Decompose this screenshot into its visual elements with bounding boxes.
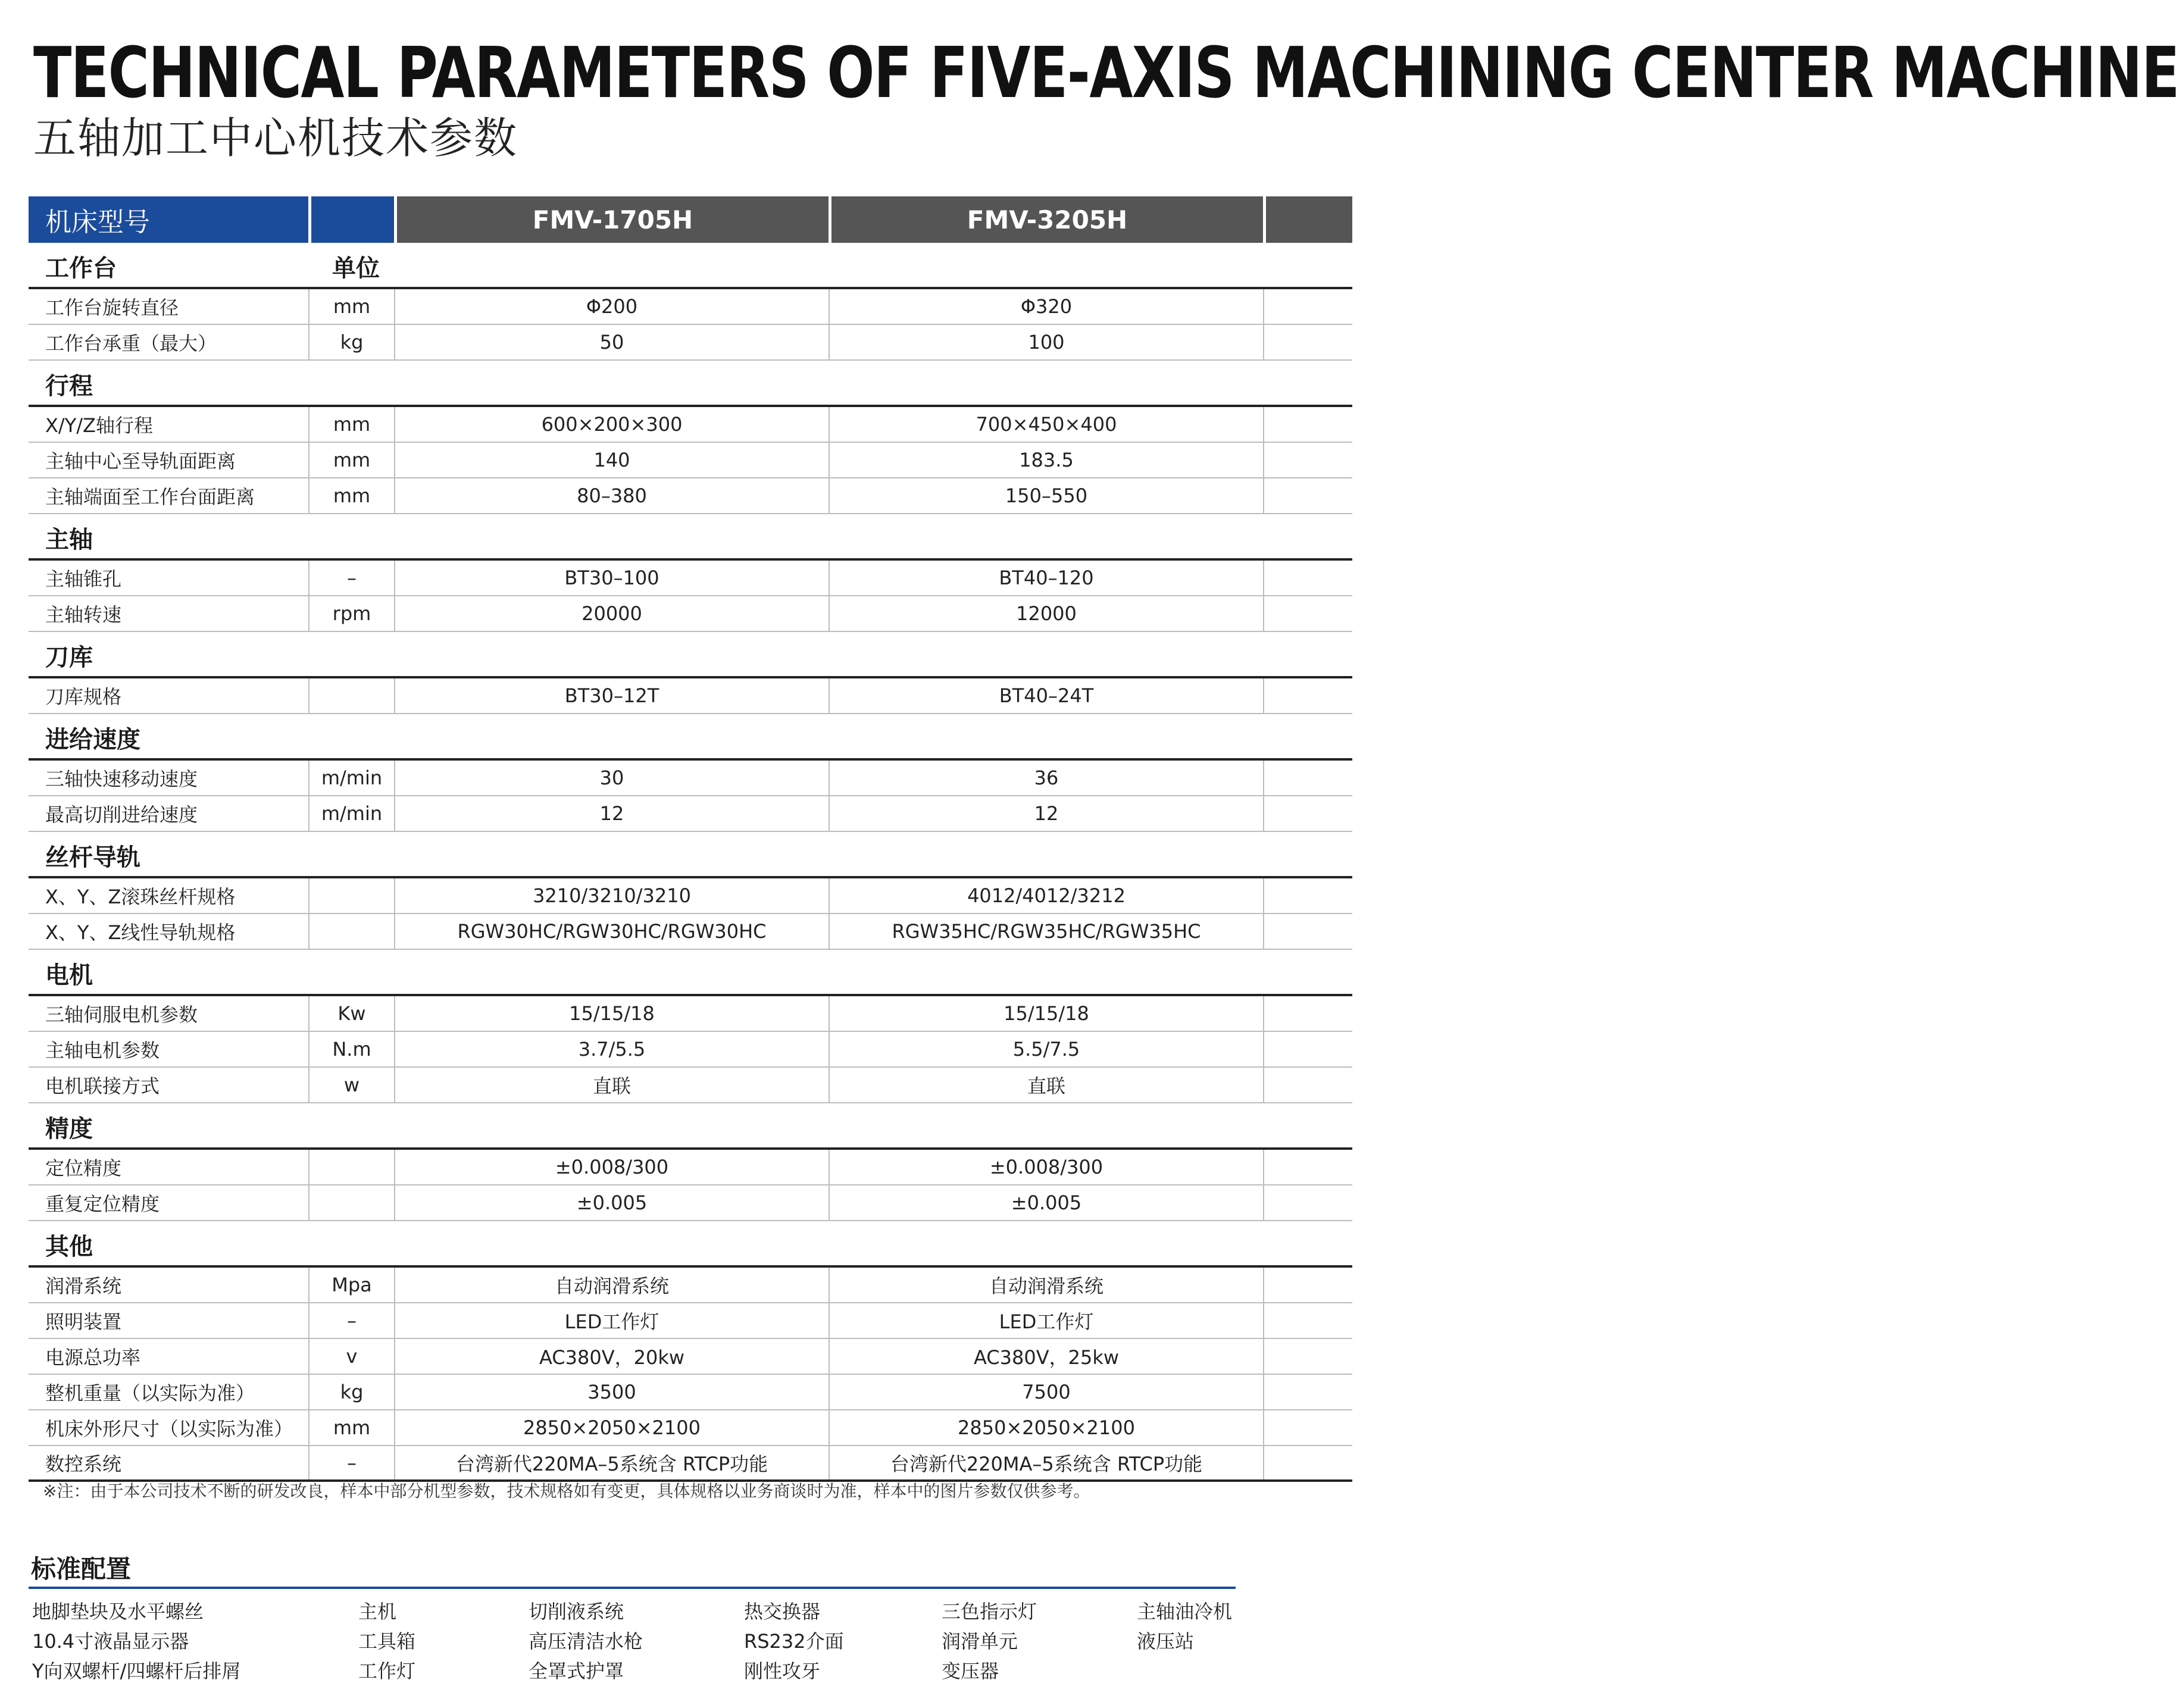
table-row (29, 1339, 1352, 1375)
param-name: X、Y、Z线性导轨规格 (45, 921, 236, 944)
param-extra (1263, 1410, 1352, 1445)
standard-config-item: 工作灯 (358, 1660, 416, 1682)
table-row (29, 325, 1352, 361)
param-value-model-2: 150–550 (829, 478, 1263, 513)
table-row (29, 596, 1352, 632)
table-body (29, 243, 1352, 1482)
param-value-model-2: BT40–120 (829, 561, 1263, 595)
section-name: 电机 (45, 962, 93, 989)
param-value-model-2: 700×450×400 (829, 407, 1263, 442)
param-name: 润滑系统 (45, 1275, 122, 1297)
param-unit: w (308, 1068, 394, 1102)
param-value-model-2: RGW35HC/RGW35HC/RGW35HC (829, 914, 1263, 949)
param-name: 重复定位精度 (45, 1193, 160, 1215)
param-unit: kg (308, 1375, 394, 1409)
header-model-1: FMV-1705H (394, 196, 829, 243)
param-extra (1263, 407, 1352, 442)
section-unit-label: 单位 (332, 255, 380, 282)
param-name: 电机联接方式 (45, 1075, 160, 1097)
param-unit: m/min (308, 761, 394, 795)
param-name: 三轴快速移动速度 (45, 768, 198, 790)
table-row (29, 1032, 1352, 1068)
param-name: X、Y、Z滚珠丝杆规格 (45, 886, 236, 908)
param-value-model-2: 12000 (829, 596, 1263, 631)
param-unit: mm (308, 1410, 394, 1445)
param-value-model-2: AC380V，25kw (829, 1339, 1263, 1374)
param-name: 工作台承重（最大） (45, 332, 217, 355)
param-name: X/Y/Z轴行程 (45, 414, 153, 437)
param-value-model-1: 12 (394, 796, 829, 831)
param-unit: v (308, 1339, 394, 1374)
param-unit: Kw (308, 996, 394, 1031)
param-name: 三轴伺服电机参数 (45, 1003, 198, 1026)
header-extra (1263, 196, 1352, 243)
section-name: 精度 (45, 1115, 93, 1143)
standard-config-item: RS232介面 (744, 1630, 844, 1653)
footnote: ※注：由于本公司技术不断的研发改良，样本中部分机型参数，技术规格如有变更，具体规格以业务商谈时为准，样本中的图片参数仅供参考。 (43, 1481, 1090, 1501)
param-unit (308, 1150, 394, 1184)
param-value-model-1: 2850×2050×2100 (394, 1410, 829, 1445)
param-extra (1263, 1339, 1352, 1374)
section-header (29, 714, 1352, 761)
page-title-cn: 五轴加工中心机技术参数 (33, 113, 518, 163)
param-value-model-1: ±0.008/300 (394, 1150, 829, 1184)
param-unit (308, 678, 394, 713)
param-name: 主轴中心至导轨面距离 (45, 450, 236, 473)
page-title-en: TECHNICAL PARAMETERS OF FIVE-AXIS MACHINING CENTER MACHINE (33, 32, 2179, 114)
standard-config-item: 热交换器 (744, 1600, 821, 1623)
param-extra (1263, 596, 1352, 631)
param-value-model-2: LED工作灯 (829, 1303, 1263, 1338)
table-row (29, 1375, 1352, 1410)
table-row (29, 914, 1352, 950)
table-row (29, 289, 1352, 325)
param-value-model-1: 直联 (394, 1068, 829, 1102)
param-unit: mm (308, 289, 394, 324)
param-extra (1263, 996, 1352, 1031)
param-value-model-1: 15/15/18 (394, 996, 829, 1031)
param-extra (1263, 1032, 1352, 1066)
param-name: 主轴电机参数 (45, 1039, 160, 1062)
param-value-model-1: RGW30HC/RGW30HC/RGW30HC (394, 914, 829, 949)
param-unit: Mpa (308, 1268, 394, 1302)
param-value-model-1: BT30–100 (394, 561, 829, 595)
standard-config-item: 主轴油冷机 (1137, 1600, 1233, 1623)
param-extra (1263, 478, 1352, 513)
standard-config-item: 主机 (358, 1600, 397, 1623)
param-value-model-1: BT30–12T (394, 678, 829, 713)
param-value-model-1: Φ200 (394, 289, 829, 324)
standard-config-item: 全罩式护罩 (529, 1660, 624, 1682)
param-unit: – (308, 561, 394, 595)
table-header (29, 196, 1352, 243)
param-extra (1263, 914, 1352, 949)
param-unit (308, 878, 394, 913)
table-row (29, 443, 1352, 478)
param-name: 工作台旋转直径 (45, 296, 179, 319)
param-extra (1263, 1068, 1352, 1102)
param-extra (1263, 1268, 1352, 1302)
header-model-label: 机床型号 (29, 196, 308, 243)
param-extra (1263, 1303, 1352, 1338)
table-row (29, 1068, 1352, 1103)
param-value-model-2: ±0.005 (829, 1185, 1263, 1220)
param-extra (1263, 1185, 1352, 1220)
table-row (29, 878, 1352, 914)
param-extra (1263, 1446, 1352, 1479)
param-value-model-1: 3500 (394, 1375, 829, 1409)
param-unit: mm (308, 407, 394, 442)
param-name: 刀库规格 (45, 686, 122, 708)
param-name: 主轴端面至工作台面距离 (45, 486, 255, 508)
param-unit: kg (308, 325, 394, 359)
param-unit (308, 914, 394, 949)
param-value-model-2: 2850×2050×2100 (829, 1410, 1263, 1445)
section-name: 进给速度 (45, 726, 140, 753)
param-extra (1263, 289, 1352, 324)
standard-config-item: 液压站 (1137, 1630, 1195, 1653)
param-value-model-1: 台湾新代220MA–5系统含 RTCP功能 (394, 1446, 829, 1479)
standard-config-item: 地脚垫块及水平螺丝 (32, 1600, 204, 1623)
param-value-model-1: 140 (394, 443, 829, 477)
param-value-model-1: LED工作灯 (394, 1303, 829, 1338)
standard-config-divider (29, 1587, 1236, 1589)
table-row (29, 1268, 1352, 1303)
param-value-model-2: 12 (829, 796, 1263, 831)
param-extra (1263, 678, 1352, 713)
section-header (29, 1221, 1352, 1268)
param-value-model-1: 20000 (394, 596, 829, 631)
param-name: 最高切削进给速度 (45, 803, 198, 826)
param-value-model-1: 自动润滑系统 (394, 1268, 829, 1302)
param-extra (1263, 761, 1352, 795)
param-value-model-2: Φ320 (829, 289, 1263, 324)
param-unit: mm (308, 443, 394, 477)
table-row (29, 1410, 1352, 1446)
param-value-model-1: 80–380 (394, 478, 829, 513)
table-row (29, 678, 1352, 714)
param-value-model-2: 5.5/7.5 (829, 1032, 1263, 1066)
param-name: 机床外形尺寸（以实际为准） (45, 1418, 293, 1440)
param-value-model-2: 15/15/18 (829, 996, 1263, 1031)
param-unit: rpm (308, 596, 394, 631)
param-value-model-1: 30 (394, 761, 829, 795)
param-name: 数控系统 (45, 1453, 122, 1475)
param-value-model-2: 台湾新代220MA–5系统含 RTCP功能 (829, 1446, 1263, 1479)
standard-config-item: 三色指示灯 (942, 1600, 1037, 1623)
param-extra (1263, 878, 1352, 913)
section-header (29, 950, 1352, 996)
table-row (29, 561, 1352, 596)
table-row (29, 761, 1352, 796)
param-extra (1263, 561, 1352, 595)
param-extra (1263, 1150, 1352, 1184)
param-value-model-2: 183.5 (829, 443, 1263, 477)
section-header (29, 361, 1352, 407)
param-unit: N.m (308, 1032, 394, 1066)
table-row (29, 1150, 1352, 1185)
param-value-model-1: ±0.005 (394, 1185, 829, 1220)
table-row (29, 407, 1352, 443)
param-value-model-1: AC380V，20kw (394, 1339, 829, 1374)
table-row (29, 796, 1352, 832)
param-value-model-2: 7500 (829, 1375, 1263, 1409)
table-row (29, 1446, 1352, 1482)
param-unit: – (308, 1446, 394, 1479)
section-header (29, 832, 1352, 878)
param-value-model-1: 600×200×300 (394, 407, 829, 442)
section-name: 行程 (45, 373, 93, 400)
param-value-model-2: 100 (829, 325, 1263, 359)
param-value-model-2: 直联 (829, 1068, 1263, 1102)
section-name: 刀库 (45, 644, 93, 671)
standard-config-title: 标准配置 (31, 1554, 132, 1584)
param-value-model-2: 4012/4012/3212 (829, 878, 1263, 913)
param-extra (1263, 325, 1352, 359)
param-extra (1263, 796, 1352, 831)
section-name: 工作台 (45, 255, 117, 282)
standard-config-item: 切削液系统 (529, 1600, 624, 1623)
param-value-model-2: BT40–24T (829, 678, 1263, 713)
param-unit: – (308, 1303, 394, 1338)
param-name: 照明装置 (45, 1310, 122, 1333)
standard-config-item: 刚性攻牙 (744, 1660, 821, 1682)
param-name: 电源总功率 (45, 1346, 141, 1369)
param-unit (308, 1185, 394, 1220)
section-name: 主轴 (45, 526, 93, 553)
standard-config-item: 变压器 (942, 1660, 999, 1682)
param-extra (1263, 443, 1352, 477)
section-header (29, 1103, 1352, 1150)
param-extra (1263, 1375, 1352, 1409)
standard-config-item: 10.4寸液晶显示器 (32, 1630, 189, 1653)
param-value-model-2: 自动润滑系统 (829, 1268, 1263, 1302)
section-name: 丝杆导轨 (45, 844, 140, 871)
standard-config-item: 工具箱 (358, 1630, 416, 1653)
spec-table (29, 196, 1352, 1482)
section-header (29, 632, 1352, 678)
param-value-model-2: 36 (829, 761, 1263, 795)
param-name: 定位精度 (45, 1157, 122, 1180)
param-value-model-2: ±0.008/300 (829, 1150, 1263, 1184)
param-name: 主轴转速 (45, 603, 122, 626)
table-row (29, 996, 1352, 1032)
param-unit: mm (308, 478, 394, 513)
param-unit: m/min (308, 796, 394, 831)
param-value-model-1: 3210/3210/3210 (394, 878, 829, 913)
section-header (29, 514, 1352, 561)
param-name: 主轴锥孔 (45, 568, 122, 590)
standard-config-item: 润滑单元 (942, 1630, 1018, 1653)
param-value-model-1: 50 (394, 325, 829, 359)
section-name: 其他 (45, 1233, 93, 1260)
param-name: 整机重量（以实际为准） (45, 1382, 255, 1404)
table-row (29, 478, 1352, 514)
table-row (29, 1303, 1352, 1339)
param-value-model-1: 3.7/5.5 (394, 1032, 829, 1066)
section-header (29, 243, 1352, 289)
header-model-2: FMV-3205H (829, 196, 1263, 243)
header-unit (308, 196, 394, 243)
standard-config-item: 高压清洁水枪 (529, 1630, 643, 1653)
standard-config-item: Y向双螺杆/四螺杆后排屑 (32, 1660, 241, 1682)
table-row (29, 1185, 1352, 1221)
